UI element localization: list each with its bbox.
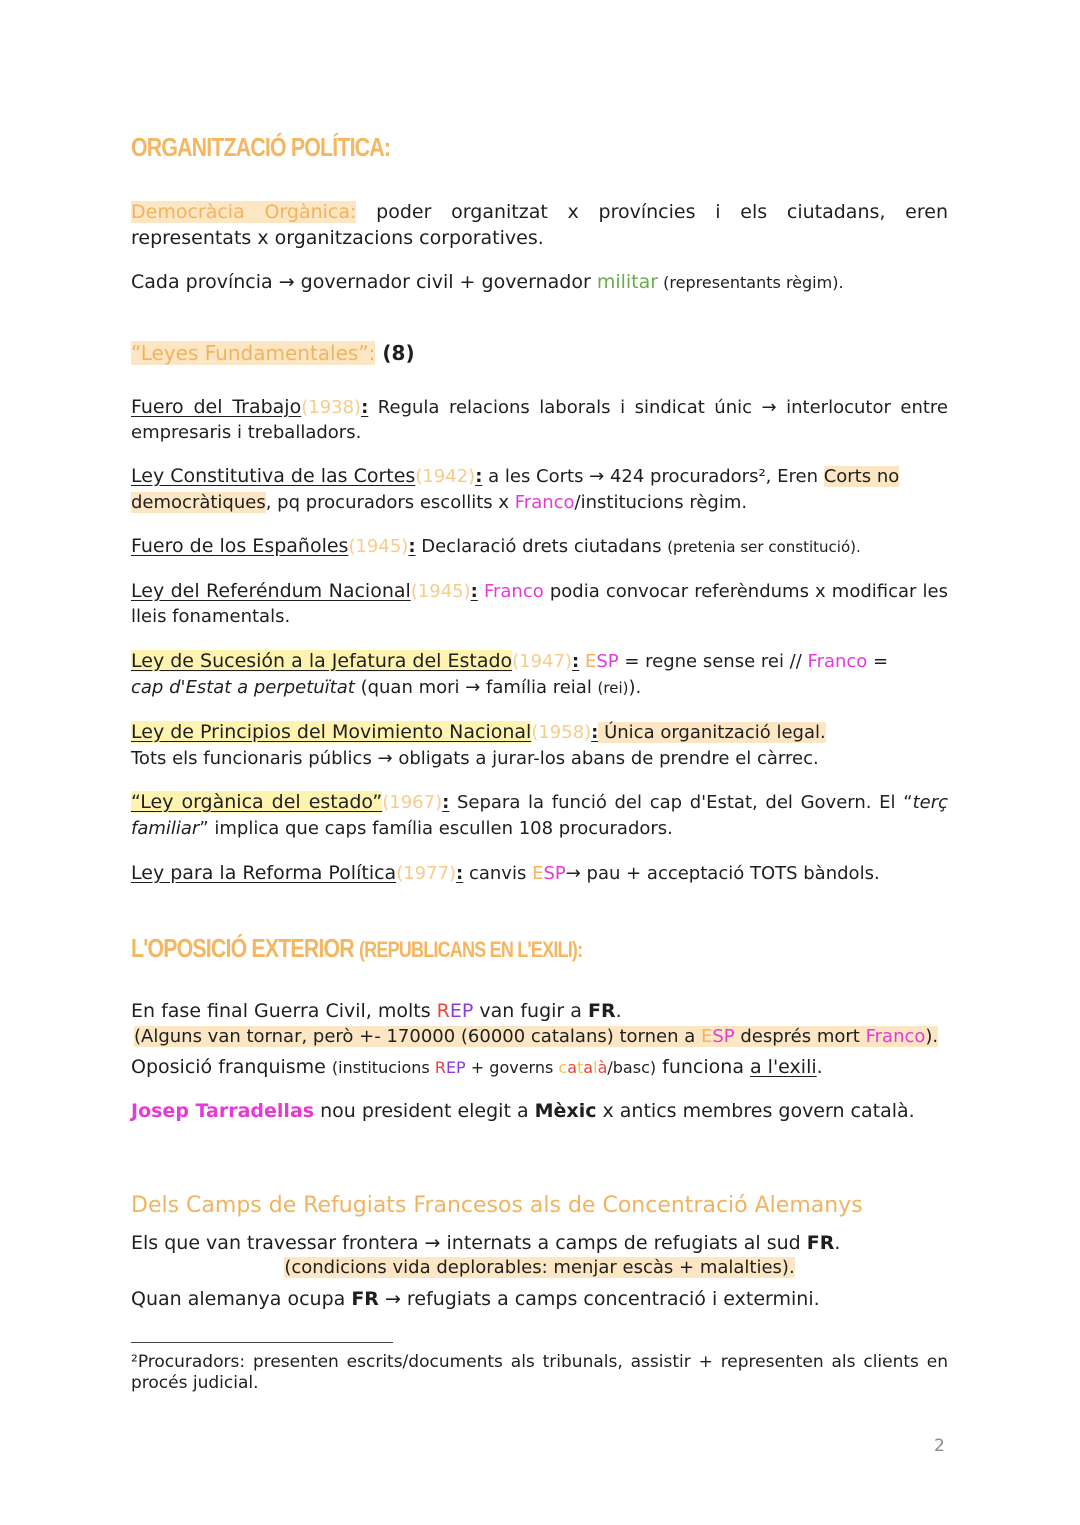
paragraph-democracia-organica: Democràcia Orgànica: poder organitzat x províncies i els ciutadans, eren representats x organitzacions corporatives. [131, 201, 948, 249]
section-title-organitzacio: ORGANITZACIÓ POLÍTICA: [131, 132, 391, 162]
paragraph-oposicio-franquisme: Oposició franquisme (institucions REP + governs català/basc) funciona a l'exili. [131, 1056, 823, 1078]
ley-item-sucesion: Ley de Sucesión a la Jefatura del Estado(1947): ESP = regne sense rei // Franco = cap d'Estat a perpetuïtat (quan mori → família reial (rei)). [131, 650, 889, 698]
ley-item-principios: Ley de Principios del Movimiento Nacional(1958): Única organització legal. Tots els funcionaris públics → obligats a jurar-los abans de prendre el càrrec. [131, 721, 826, 769]
ley-item-organica: “Ley orgànica del estado”(1967): Separa la funció del cap d'Estat, del Govern. El “terç familiar” implica que caps família escullen 108 procuradors. [131, 791, 948, 839]
leyes-fundamentales-heading: “Leyes Fundamentales”: (8) [131, 341, 415, 365]
paragraph-alguns-van-tornar: (Alguns van tornar, però +- 170000 (60000 catalans) tornen a ESP després mort Franco). [134, 1026, 939, 1047]
ley-item-reforma: Ley para la Reforma Política(1977): canvis ESP→ pau + acceptació TOTS bàndols. [131, 862, 880, 884]
footnote-divider [131, 1342, 393, 1343]
paragraph-condicions-vida: (condicions vida deplorables: menjar escàs + malalties). [284, 1257, 795, 1278]
ley-item-referendum: Ley del Referéndum Nacional(1945): Franco podia convocar referèndums x modificar les lleis fonamentals. [131, 580, 948, 627]
ley-item-fuero-trabajo: Fuero del Trabajo(1938): Regula relacions laborals i sindicat únic → interlocutor entre empresaris i treballadors. [131, 396, 948, 443]
ley-item-fuero-espanoles: Fuero de los Españoles(1945): Declaració drets ciutadans (pretenia ser constitució). [131, 535, 861, 557]
paragraph-cada-provincia: Cada província → governador civil + governador militar (representants règim). [131, 271, 844, 293]
ley-item-cortes: Ley Constitutiva de las Cortes(1942): a les Corts → 424 procuradors², Eren Corts no democràtiques, pq procuradors escollits x Franco/institucions règim. [131, 465, 900, 513]
footnote: ²Procuradors: presenten escrits/documents als tribunals, assistir + representen als clients en procés judicial. [131, 1352, 948, 1393]
subheading-camps-refugiats: Dels Camps de Refugiats Francesos als de Concentració Alemanys [131, 1193, 863, 1218]
page-number: 2 [934, 1436, 945, 1456]
paragraph-fase-final: En fase final Guerra Civil, molts REP van fugir a FR. [131, 1000, 622, 1022]
term-democracia-organica: Democràcia Orgànica: [131, 201, 357, 223]
paragraph-travessar-frontera: Els que van travessar frontera → internats a camps de refugiats al sud FR. [131, 1232, 841, 1254]
section-title-oposicio-exterior: L'OPOSICIÓ EXTERIOR (REPUBLICANS EN L'EXILI): [131, 933, 583, 963]
paragraph-alemanya-ocupa: Quan alemanya ocupa FR → refugiats a camps concentració i extermini. [131, 1288, 820, 1310]
paragraph-tarradellas: Josep Tarradellas nou president elegit a Mèxic x antics membres govern català. [131, 1100, 915, 1122]
